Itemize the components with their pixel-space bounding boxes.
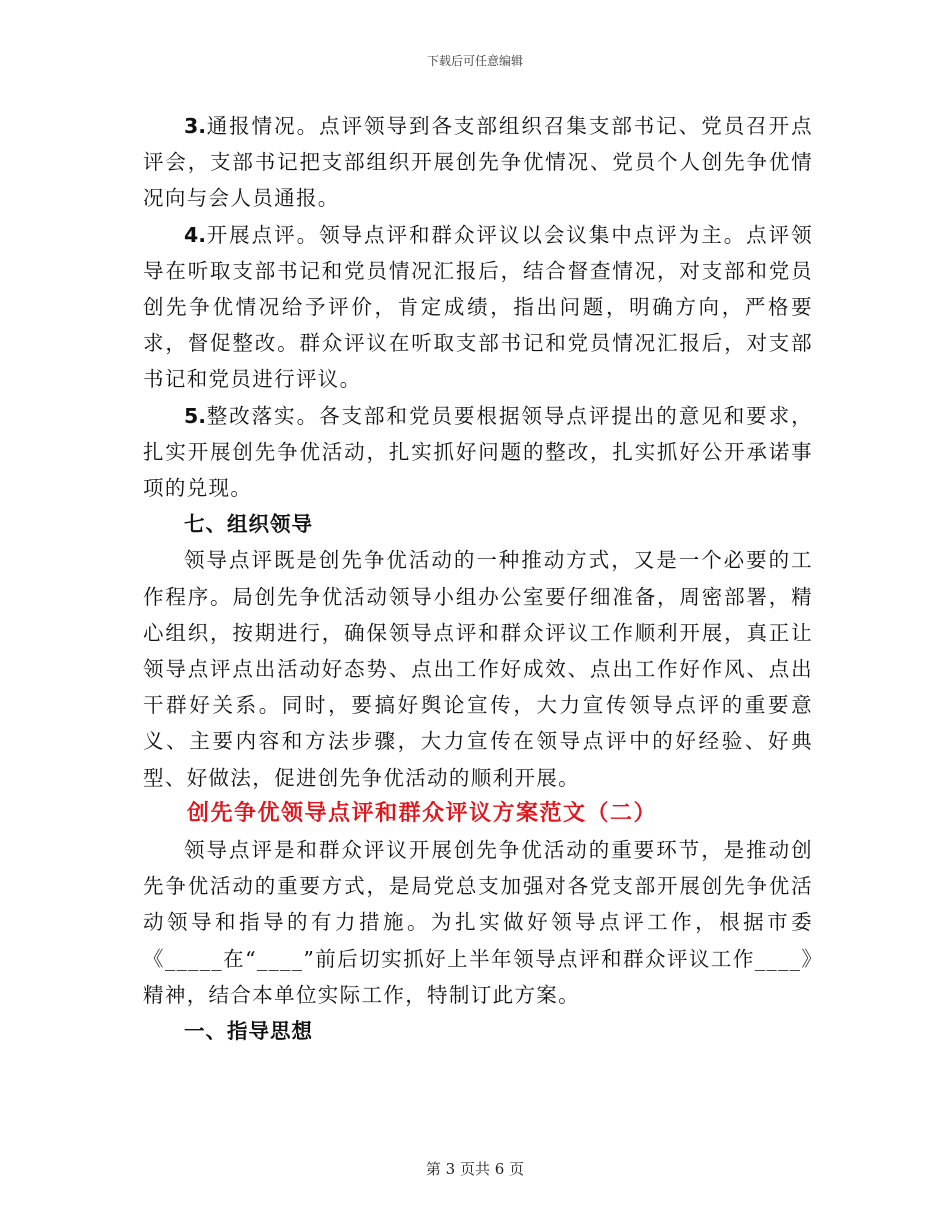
section-heading-1: 一、指导思想 bbox=[184, 1019, 313, 1044]
item-text: 通报情况。点评领导到各支部组织召集支部书记、党员召开点评会，支部书记把支部组织开展创先争优情况、党员个人创先争优情况向与会人员通报。 bbox=[143, 114, 813, 211]
list-item-5 bbox=[143, 398, 813, 507]
document-body bbox=[143, 108, 813, 1049]
page-number: 第 3 页共 6 页 bbox=[425, 1160, 525, 1178]
section-7-paragraph: 领导点评既是创先争优活动的一种推动方式，又是一个必要的工作程序。局创先争优活动领导小组办公室要仔细准备，周密部署，精心组织，按期进行，确保领导点评和群众评议工作顺利开展，真正让领导点评点出活动好态势、点出工作好成效、点出工作好作风、点出干群好关系。同时，要搞好舆论宣传，大力宣传领导点评的重要意义、主要内容和方法步骤，大力宣传在领导点评中的好经验、好典型、好做法，促进创先争优活动的顺利开展。 bbox=[143, 548, 813, 790]
item-number: 4. bbox=[184, 222, 207, 247]
list-item-3 bbox=[143, 108, 813, 217]
list-item-4 bbox=[143, 217, 813, 398]
item-number: 5. bbox=[184, 403, 207, 428]
item-number: 3. bbox=[184, 114, 207, 138]
document-title: 创先争优领导点评和群众评议方案范文（二） bbox=[187, 800, 658, 826]
item-text: 开展点评。领导点评和群众评议以会议集中点评为主。点评领导在听取支部书记和党员情况汇报后，结合督查情况，对支部和党员创先争优情况给予评价，肯定成绩，指出问题，明确方向，严格要求，督促整改。群众评议在听取支部书记和党员情况汇报后，对支部书记和党员进行评议。 bbox=[143, 222, 813, 392]
intro-paragraph: 领导点评是和群众评议开展创先争优活动的重要环节，是推动创先争优活动的重要方式，是局党总支加强对各党支部开展创先争优活动领导和指导的有力措施。为扎实做好领导点评工作，根据市委《_____在“____”前后切实抓好上半年领导点评和群众评议工作____》精神，结合本单位实际工作，特制订此方案。 bbox=[143, 838, 813, 1007]
item-text: 整改落实。各支部和党员要根据领导点评提出的意见和要求，扎实开展创先争优活动，扎实抓好问题的整改，扎实抓好公开承诺事项的兑现。 bbox=[143, 403, 813, 501]
header-note: 下载后可任意编辑 bbox=[426, 54, 523, 68]
section-heading-7: 七、组织领导 bbox=[184, 512, 313, 537]
